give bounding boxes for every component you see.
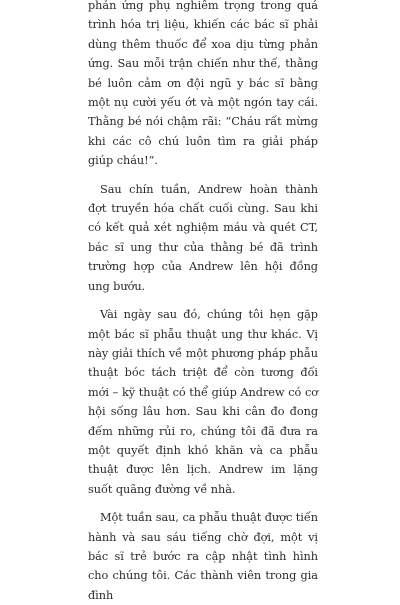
paragraph-4: Một tuần sau, ca phẫu thuật được tiến hành và sau sáu tiếng chờ đợi, một vị bác sĩ trẻ bước ra cập nhật tình hình cho chúng tôi. Các thành viên trong gia đình [88, 511, 318, 602]
paragraph-2: Sau chín tuần, Andrew hoàn thành đợt truyền hóa chất cuối cùng. Sau khi có kết quả xét nghiệm máu và quét CT, bác sĩ ung thư của thằng bé đã trình trường hợp của Andrew lên hội đồng ung bướu. [88, 182, 318, 293]
paragraph-gap [88, 499, 318, 508]
paragraph-gap [88, 171, 318, 180]
body-text [88, 0, 318, 605]
paragraph-1: phản ứng phụ nghiêm trọng trong quá trình hóa trị liệu, khiến các bác sĩ phải dùng thêm thuốc để xoa dịu từng phản ứng. Sau mỗi trận chiến như thế, thằng bé luôn cảm ơn đội ngũ y bác sĩ bằng một nụ cười yếu ớt và một ngón tay cái. Thằng bé nói chậm rãi: “Cháu rất mừng khi các cô chú luôn tìm ra giải pháp giúp cháu!”. [88, 0, 318, 168]
paragraph-3: Vài ngày sau đó, chúng tôi hẹn gặp một bác sĩ phẫu thuật ung thư khác. Vị này giải thích về một phương pháp phẫu thuật bóc tách triệt để còn tương đối mới – kỹ thuật có thể giúp Andrew có cơ hội sống lâu hơn. Sau khi cân đo đong đếm những rủi ro, chúng tôi đã đưa ra một quyết định khó khăn và ca phẫu thuật được lên lịch. Andrew im lặng suốt quãng đường về nhà. [88, 308, 318, 496]
paragraph-gap [88, 296, 318, 305]
